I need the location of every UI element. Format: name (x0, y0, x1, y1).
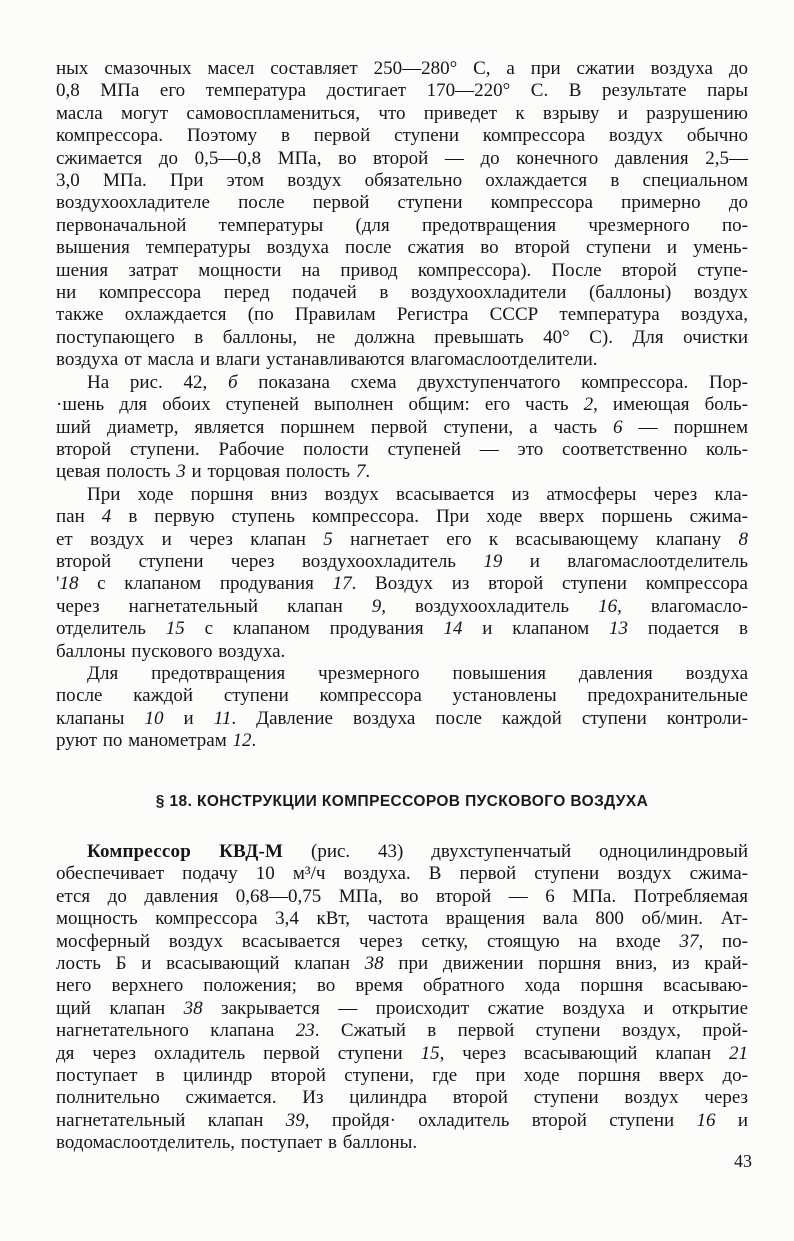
text-line (56, 327, 748, 349)
text-line (56, 1087, 748, 1109)
text-run: поступает в цилиндр второй ступени, где при ходе поршня вверх до- (56, 1065, 748, 1087)
text-run: 0,8 МПа его температура достигает 170—220° С. В результате пары (56, 80, 748, 102)
italic-ref-number: 15 (165, 618, 185, 640)
text-run: . Воздух из второй ступени компрессора (351, 573, 748, 595)
text-run: . (251, 730, 257, 752)
text-run: ных смазочных масел составляет 250—280° С, а при сжатии воздуха до (56, 58, 748, 79)
text-run: второй ступени. Рабочие полости ступеней — это соответственно коль- (56, 438, 748, 460)
text-run: , имеющая боль- (593, 394, 748, 416)
text-line (56, 953, 748, 975)
text-run: ший диаметр, является поршнем первой ступени, а часть (56, 416, 614, 438)
text-line (56, 908, 748, 930)
text-run: шения затрат мощности на привод компрессора). После второй ступе- (56, 259, 748, 281)
text-line (56, 641, 748, 663)
text-line (56, 215, 748, 237)
italic-ref-number: 39 (285, 1109, 305, 1131)
text-line (56, 237, 748, 259)
italic-ref-number: 19 (483, 550, 503, 572)
text-run: через нагнетательный клапан (56, 595, 372, 617)
text-run: второй ступени через воздухоохладитель (56, 550, 484, 572)
text-line (56, 841, 748, 863)
text-run: и (163, 707, 214, 729)
text-run: поступающего в баллоны, не должна превышать 40° С). Для очистки (56, 326, 748, 348)
italic-ref-number: 9 (371, 595, 382, 617)
italic-ref-number: 37 (679, 930, 699, 952)
text-run: компрессора. Поэтому в первой ступени компрессора воздух обычно (56, 125, 748, 147)
text-run: при движении поршня вниз, из край- (383, 953, 748, 975)
text-line (56, 998, 748, 1020)
text-run: водомаслоотделитель, поступает в баллоны. (56, 1132, 418, 1154)
text-line (56, 260, 748, 282)
text-run: , пройдя· охладитель второй ступени (304, 1109, 697, 1131)
italic-ref-number: 7 (355, 461, 366, 483)
text-run: баллоны пускового воздуха. (56, 640, 286, 662)
text-run: мощность компрессора 3,4 кВт, частота вращения вала 800 об/мин. Ат- (56, 908, 748, 930)
italic-ref-number: 12 (232, 730, 252, 752)
text-line (56, 282, 748, 304)
text-run: Для предотвращения чрезмерного повышения давления воздуха (87, 662, 748, 684)
text-run: цевая полость (56, 461, 177, 483)
text-line (56, 461, 748, 483)
italic-ref-number: 21 (729, 1042, 748, 1064)
text-line (56, 863, 748, 885)
text-run: и торцовая полость (185, 461, 356, 483)
italic-ref-number: 14 (443, 618, 463, 640)
text-line (56, 618, 748, 640)
text-run: и клапаном (462, 618, 609, 640)
text-run: подается в (627, 618, 748, 640)
italic-ref-number: 8 (738, 528, 748, 550)
text-run: после каждой ступени компрессора установлены предохранительные (56, 685, 748, 707)
text-line (56, 975, 748, 997)
text-run: ет воздух и через клапан (56, 528, 324, 550)
paragraph (56, 484, 748, 663)
text-run: с клапаном продувания (78, 573, 333, 595)
italic-ref-number: б (228, 371, 238, 393)
italic-ref-number: 6 (613, 416, 623, 438)
paragraph (56, 841, 748, 1155)
italic-ref-number: 16 (598, 595, 618, 617)
text-line (56, 730, 748, 752)
text-line (56, 708, 748, 730)
page-number: 43 (734, 1151, 752, 1171)
paragraph (56, 372, 748, 484)
text-run: . Давление воздуха после каждой ступени контроли- (231, 707, 748, 729)
text-run: дя через охладитель первой ступени (56, 1042, 421, 1064)
text-line (56, 1020, 748, 1042)
section-heading: § 18. КОНСТРУКЦИИ КОМПРЕССОРОВ ПУСКОВОГО ВОЗДУХА (155, 793, 649, 810)
text-line (56, 58, 748, 80)
text-run: — поршнем (622, 416, 748, 438)
text-run: с клапаном продувания (184, 618, 444, 640)
italic-ref-number: 16 (696, 1109, 716, 1131)
italic-ref-number: 5 (323, 528, 333, 550)
intro-text-block (56, 58, 748, 753)
text-line (56, 931, 748, 953)
section18-text-block (56, 841, 748, 1155)
text-run: него верхнего положения; во время обратного хода поршня всасываю- (56, 975, 748, 997)
text-line (56, 529, 748, 551)
text-run: обеспечивает подачу 10 м³/ч воздуха. В первой ступени воздух сжима- (56, 863, 748, 885)
text-run: , воздухоохладитель (381, 595, 599, 617)
text-run: пан (56, 506, 102, 528)
paragraph (56, 663, 748, 753)
italic-ref-number: 23 (295, 1020, 315, 1042)
italic-ref-number: 15 (420, 1042, 440, 1064)
text-run: сжимается до 0,5—0,8 МПа, во второй — до конечного давления 2,5— (56, 147, 748, 169)
italic-ref-number: 11 (213, 707, 232, 729)
text-line (56, 1043, 748, 1065)
italic-ref-number: 10 (144, 707, 164, 729)
text-run: в первую ступень компрессора. При ходе вверх поршень сжима- (111, 506, 748, 528)
text-line (56, 596, 748, 618)
text-run: , через всасывающий клапан (439, 1042, 729, 1064)
text-run: также охлаждается (по Правилам Регистра СССР температура воздуха, (56, 304, 748, 326)
text-line (56, 439, 748, 461)
text-line (56, 372, 748, 394)
italic-ref-number: 13 (608, 618, 628, 640)
text-run: При ходе поршня вниз воздух всасывается из атмосферы через кла- (87, 483, 748, 505)
text-line (56, 484, 748, 506)
text-line (56, 103, 748, 125)
text-line (56, 663, 748, 685)
italic-ref-number: 17 (332, 573, 352, 595)
text-line (56, 125, 748, 147)
text-line (56, 1065, 748, 1087)
text-run: , по- (698, 930, 748, 952)
text-run: масла могут самовоспламениться, что приведет к взрыву и разрушению (56, 102, 748, 124)
text-run: и влагомаслоотделитель (502, 550, 748, 572)
text-line (56, 685, 748, 707)
text-line (56, 1110, 748, 1132)
text-run: первоначальной температуры (для предотвращения чрезмерного по- (56, 214, 748, 236)
italic-ref-number: 18 (59, 573, 79, 595)
text-run: (рис. 43) двухступенчатый одноцилиндровый (283, 841, 749, 862)
text-run: . Сжатый в первой ступени воздух, прой- (314, 1020, 748, 1042)
text-run: воздуха от масла и влаги устанавливаются влагомаслоотделители. (56, 349, 598, 371)
text-run: нагнетательного клапана (56, 1020, 296, 1042)
text-run: показана схема двухступенчатого компрессора. Пор- (237, 371, 749, 393)
text-run: клапаны (56, 707, 145, 729)
text-line (56, 551, 748, 573)
text-run: отделитель (56, 618, 166, 640)
text-line (56, 886, 748, 908)
text-run: нагнетательный клапан (56, 1109, 286, 1131)
text-run: руют по манометрам (56, 730, 233, 752)
text-line (56, 1132, 748, 1154)
text-run: мосферный воздух всасывается через сетку, стоящую на входе (56, 930, 680, 952)
text-run: На рис. 42, (87, 371, 228, 393)
text-run: ется до давления 0,68—0,75 МПа, во второй — 6 МПа. Потребляемая (56, 885, 748, 907)
bold-text-run: Компрессор КВД-М (87, 841, 284, 862)
text-run: щий клапан (56, 997, 184, 1019)
text-run: ни компрессора перед подачей в воздухоохладители (баллоны) воздух (56, 282, 748, 304)
text-run: вышения температуры воздуха после сжатия во второй ступени и умень- (56, 237, 748, 259)
italic-ref-number: 2 (583, 394, 594, 416)
text-run: полнительно сжимается. Из цилиндра второй ступени воздух через (56, 1087, 748, 1109)
text-run: нагнетает его к всасывающему клапану (332, 528, 739, 550)
italic-ref-number: 38 (364, 953, 384, 975)
text-run: и (715, 1109, 748, 1131)
text-run: лость Б и всасывающий клапан (56, 953, 365, 975)
text-line (56, 573, 748, 595)
text-run: закрывается — происходит сжатие воздуха и открытие (202, 997, 748, 1019)
text-line (56, 148, 748, 170)
text-run: ·шень для обоих ступеней выполнен общим: его часть (56, 394, 584, 416)
text-run: воздухоохладителе после первой ступени компрессора примерно до (56, 192, 748, 214)
text-line (56, 506, 748, 528)
text-run: . (365, 461, 371, 483)
text-line (56, 304, 748, 326)
text-line (56, 192, 748, 214)
text-line (56, 170, 748, 192)
text-line (56, 80, 748, 102)
text-line (56, 349, 748, 371)
text-line (56, 394, 748, 416)
text-run: 3,0 МПа. При этом воздух обязательно охлаждается в специальном (56, 170, 748, 192)
italic-ref-number: 3 (176, 461, 186, 483)
italic-ref-number: 38 (183, 997, 203, 1019)
paragraph (56, 58, 748, 372)
text-run: ' (56, 573, 60, 595)
italic-ref-number: 4 (101, 506, 112, 528)
text-run: , влагомасло- (617, 595, 748, 617)
text-line (56, 417, 748, 439)
